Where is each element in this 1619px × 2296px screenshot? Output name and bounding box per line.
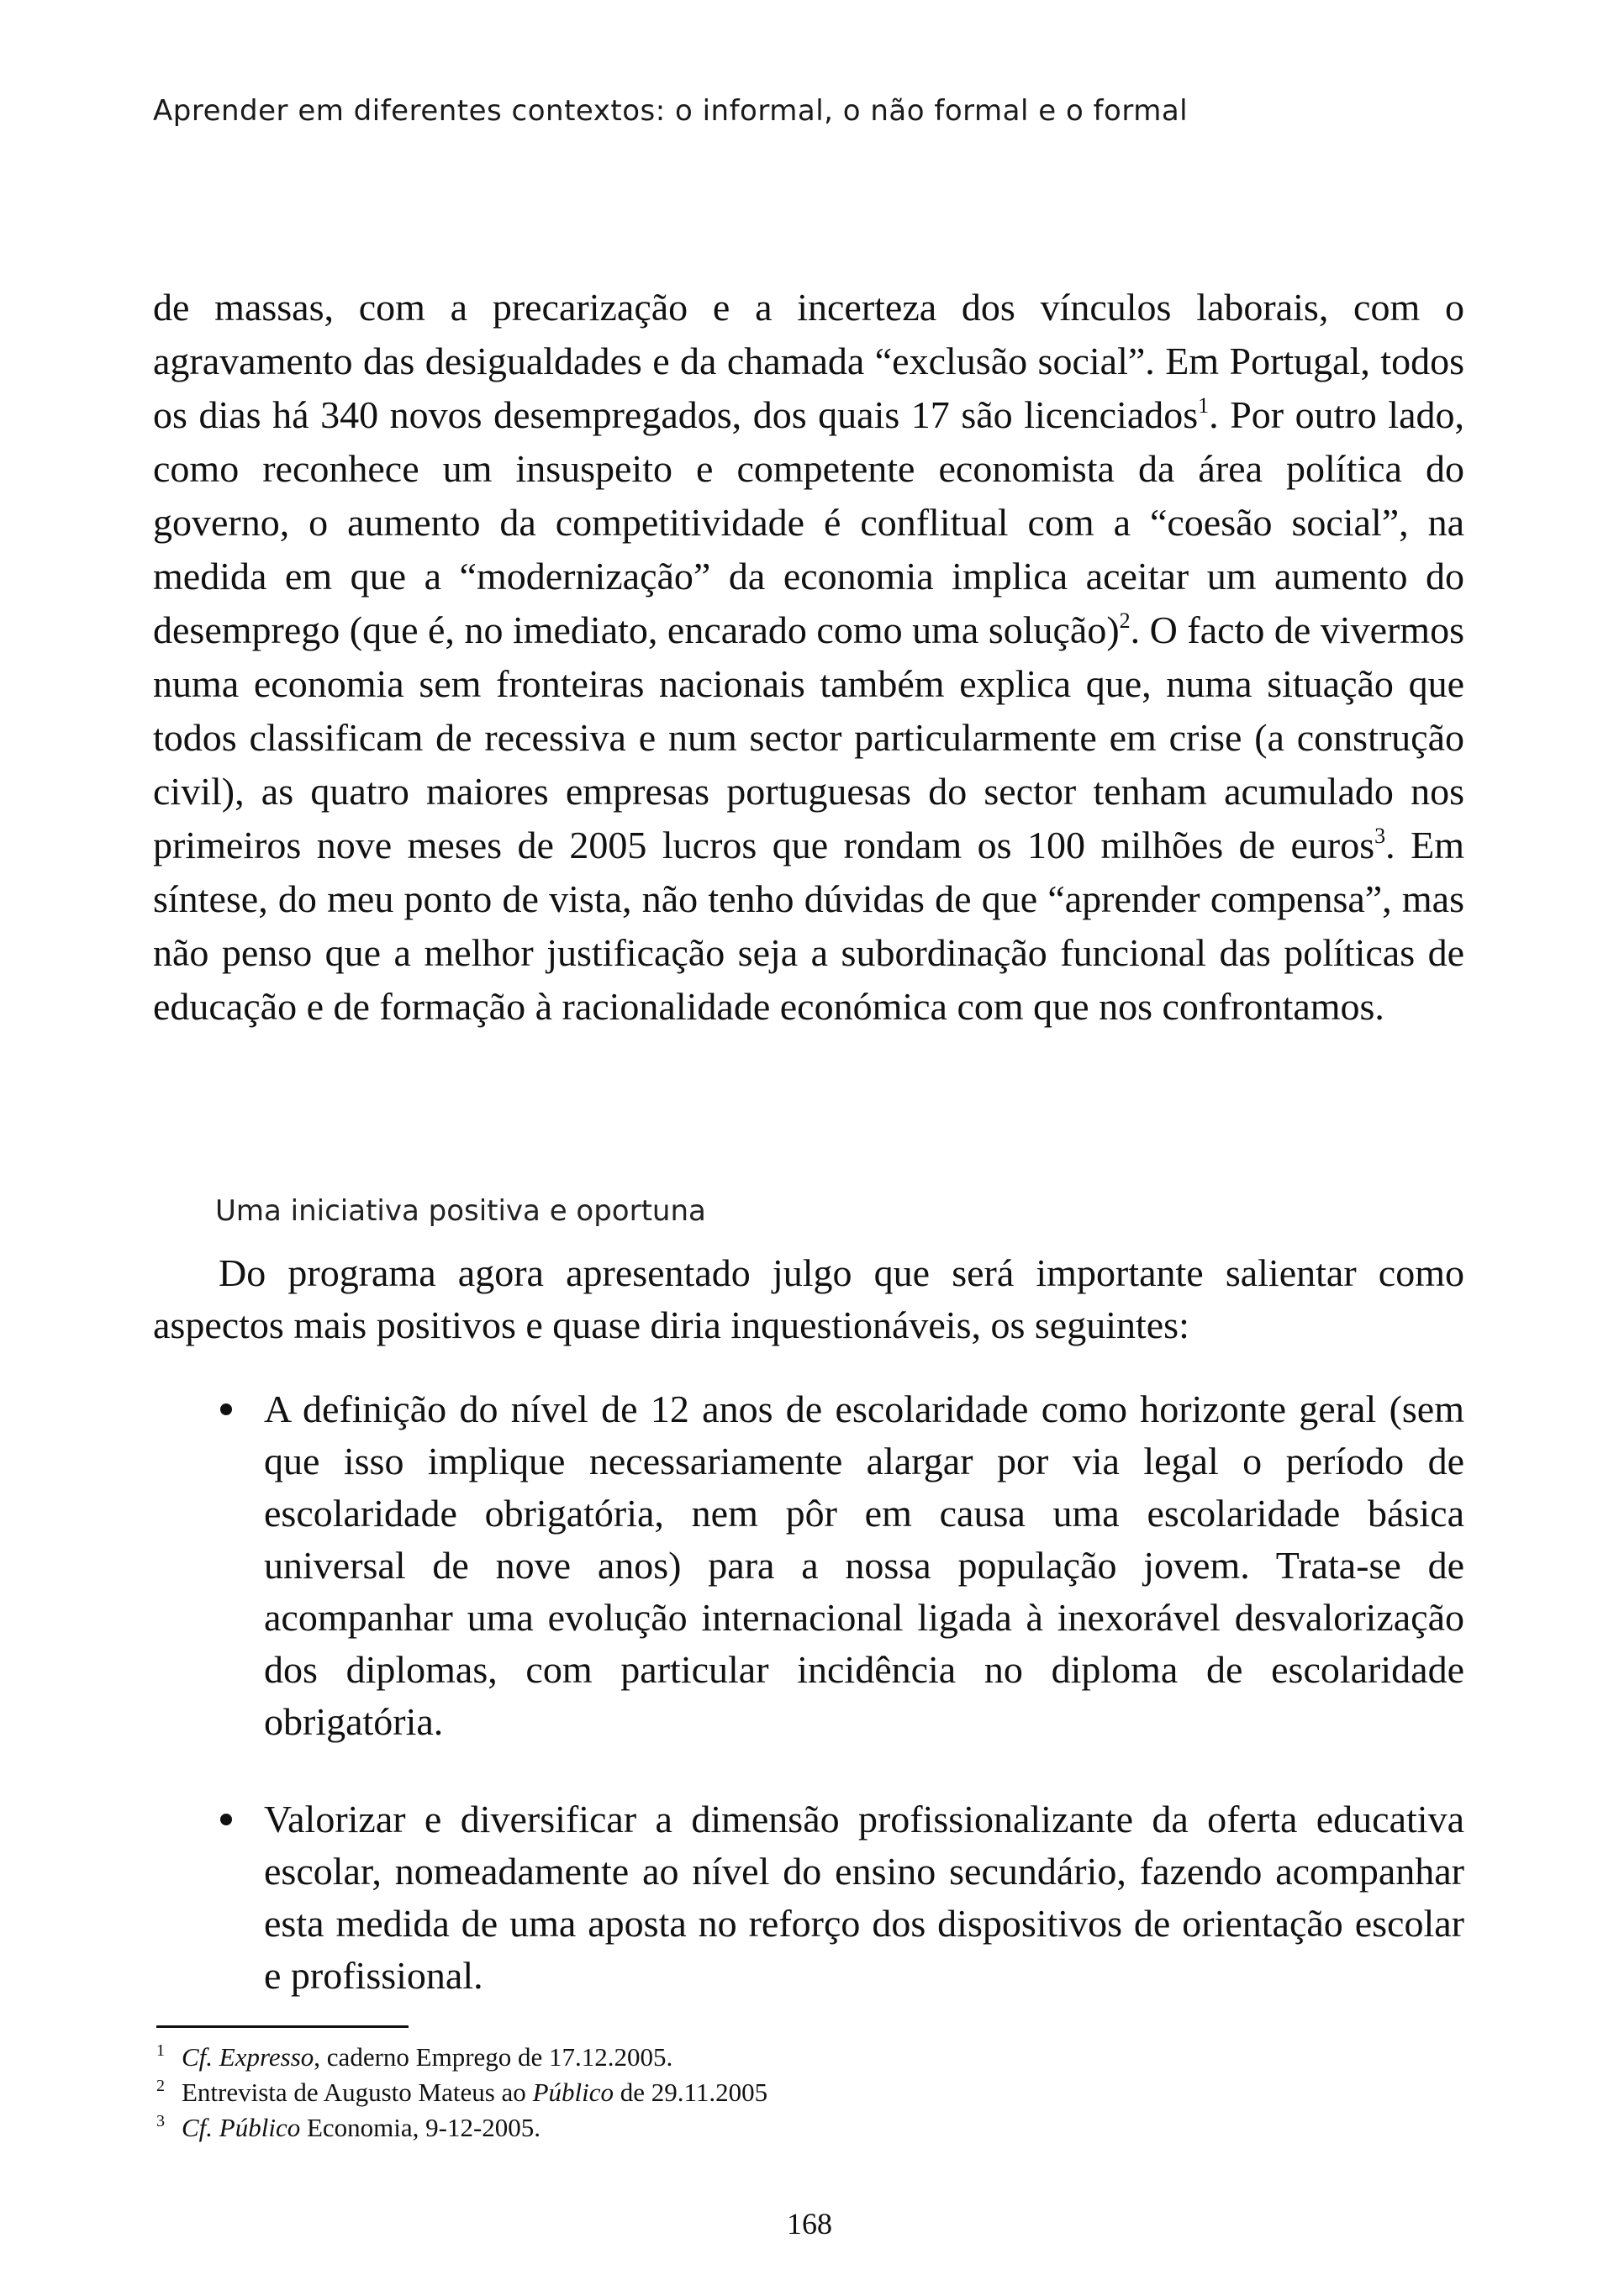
footnote-1 [156,2040,1417,2075]
list-item [153,1793,1464,2002]
footnote-number: 2 [156,2077,165,2095]
footnote-cf: Cf. [182,2042,214,2072]
footnote-2 [156,2075,1417,2110]
bullet-icon [220,1403,232,1415]
footnote-text: , caderno Emprego de 17.12.2005. [314,2042,673,2072]
body-text-part-4: . Em síntese, do meu ponto de vista, não tenho dúvidas de que “aprender compensa”, mas não penso que a melhor justificação seja a subordinação funcional das políticas de educação e de formação à racionalidade económica com que nos confrontamos. [153,824,1464,1028]
footnote-ref-3[interactable]: 3 [1374,824,1386,848]
footnote-cf: Cf. [182,2113,214,2142]
bullet-icon [220,1814,232,1825]
footnotes [156,2040,1417,2146]
list-item-text: A definição do nível de 12 anos de escolaridade como horizonte geral (sem que isso implique necessariamente alargar por via legal o período de escolaridade obrigatória, nem pôr em causa uma escolaridade básica universal de nove anos) para a nossa população jovem. Trata-se de acompanhar uma evolução internacional ligada à inexorável desvalorização dos diplomas, com particular incidência no diploma de escolaridade obrigatória. [264,1388,1464,1743]
body-text-part-2: . Por outro lado, como reconhece um insuspeito e competente economista da área política do governo, o aumento da competitividade é conflitual com a “coesão social”, na medida em que a “modernização” da economia implica aceitar um aumento do desemprego (que é, no imediato, encarado como uma solução) [153,393,1464,651]
footnote-number: 3 [156,2112,165,2130]
section-heading: Uma iniciativa positiva e oportuna [215,1194,706,1228]
page-number: 168 [787,2207,832,2241]
list-item [153,1383,1464,1748]
footnote-ref-1[interactable]: 1 [1198,393,1210,418]
footnote-text: Economia, 9-12-2005. [300,2113,541,2142]
footnote-source: Público [219,2113,301,2142]
footnote-text: de 29.11.2005 [613,2077,768,2107]
footnote-source: Público [532,2077,614,2107]
running-head: Aprender em diferentes contextos: o informal, o não formal e o formal [153,94,1189,128]
footnote-separator [156,2025,409,2028]
footnote-number: 1 [156,2041,165,2060]
bullet-list [153,1383,1464,2002]
body-text-part-1: de massas, com a precarização e a incerteza dos vínculos laborais, com o agravamento das desigualdades e da chamada “exclusão social”. Em Portugal, todos os dias há 340 novos desempregados, dos quais 17 são licenciados [153,286,1464,436]
footnote-3 [156,2110,1417,2146]
footnote-text: Entrevista de Augusto Mateus ao [182,2077,533,2107]
body-paragraph [153,281,1464,1034]
body-text-part-3: . O facto de vivermos numa economia sem fronteiras nacionais também explica que, numa situação que todos classificam de recessiva e num sector particularmente em crise (a construção civil), as quatro maiores empresas portuguesas do sector tenham acumulado nos primeiros nove meses de 2005 lucros que rondam os 100 milhões de euros [153,608,1464,866]
list-item-text: Valorizar e diversificar a dimensão profissionalizante da oferta educativa escolar, nomeadamente ao nível do ensino secundário, fazendo acompanhar esta medida de uma aposta no reforço dos dispositivos de orientação escolar e profissional. [264,1798,1464,1997]
footnote-ref-2[interactable]: 2 [1119,608,1131,633]
footnote-source: Expresso [219,2042,314,2072]
intro-paragraph: Do programa agora apresentado julgo que será importante salientar como aspectos mais positivos e quase diria inquestionáveis, os seguintes: [153,1251,1464,1346]
